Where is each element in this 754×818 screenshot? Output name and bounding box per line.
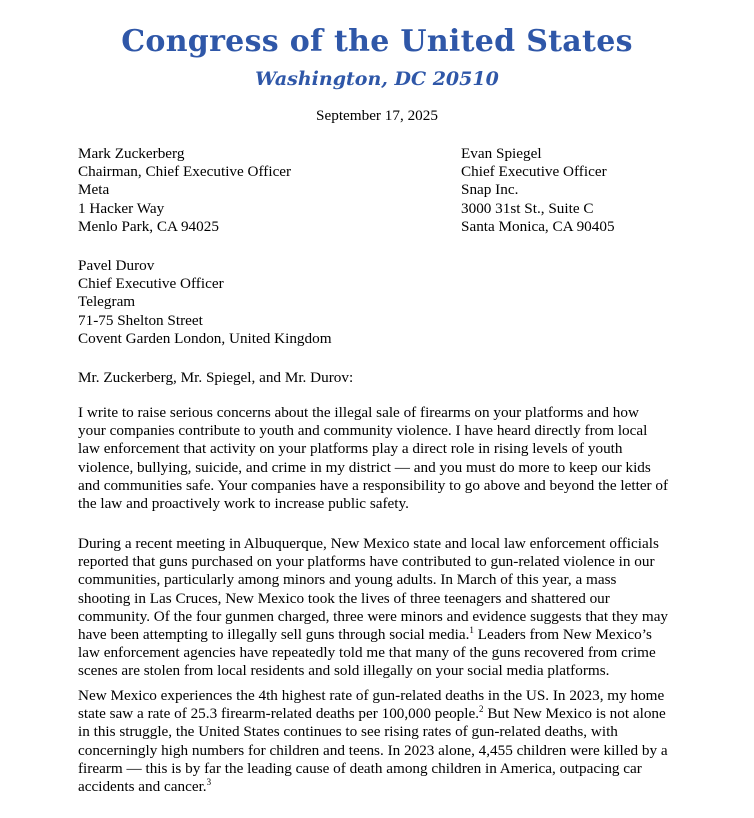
address-line: 71-75 Shelton Street bbox=[78, 311, 203, 329]
paragraph-line: New Mexico experiences the 4th highest rate of gun-related deaths in the US. In 2023, my home bbox=[78, 687, 665, 704]
footnote-ref-2[interactable]: 2 bbox=[479, 704, 484, 715]
address-line: Evan Spiegel bbox=[461, 145, 542, 162]
footnote-ref-1[interactable]: 1 bbox=[469, 625, 474, 636]
paragraph-line: the law and proactively work to increase public safety. bbox=[78, 495, 409, 513]
paragraph-line: law enforcement agencies have repeatedly told me that many of the guns recovered from crime bbox=[78, 644, 656, 662]
text-run: state saw a rate of 25.3 firearm-related deaths per 100,000 people. bbox=[78, 705, 480, 723]
footnote-ref-3[interactable]: 3 bbox=[206, 777, 212, 788]
paragraph-line: in this struggle, the United States continues to see rising rates of gun-related deaths, with bbox=[78, 723, 618, 741]
recipient-address-durov bbox=[78, 257, 332, 348]
text-run: accidents and cancer. bbox=[78, 778, 207, 796]
paragraph-line: concerningly high numbers for children and teens. In 2023 alone, 4,455 children were killed by a bbox=[78, 741, 668, 759]
address-line: Chairman, Chief Executive Officer bbox=[78, 163, 292, 181]
recipient-address-zuckerberg bbox=[78, 145, 291, 236]
letterhead-title: Congress of the United States bbox=[121, 24, 633, 59]
paragraph-line: law enforcement that activity on your platforms play a direct role in rising levels of youth bbox=[78, 440, 623, 458]
address-line: Santa Monica, CA 90405 bbox=[461, 217, 615, 235]
address-line: Meta bbox=[78, 181, 110, 199]
paragraph-line: shooting in Las Cruces, New Mexico took the lives of three teenagers and shattered our bbox=[78, 589, 610, 607]
letterhead-subtitle: Washington, DC 20510 bbox=[255, 68, 499, 90]
address-line: Menlo Park, CA 94025 bbox=[78, 217, 219, 235]
text-run: Leaders from New Mexico’s bbox=[473, 626, 652, 644]
recipient-address-spiegel bbox=[461, 145, 615, 236]
paragraph-line: reported that guns purchased on your platforms have contributed to gun-related violence in our bbox=[78, 553, 655, 571]
address-line: Chief Executive Officer bbox=[78, 275, 224, 293]
paragraph-line bbox=[78, 778, 708, 796]
address-line: 3000 31st St., Suite C bbox=[461, 199, 594, 217]
address-line: Pavel Durov bbox=[78, 257, 155, 274]
text-run: have been attempting to illegally sell guns through social media. bbox=[78, 626, 470, 644]
paragraph-1 bbox=[78, 404, 708, 513]
address-line: Snap Inc. bbox=[461, 181, 519, 199]
paragraph-line: I write to raise serious concerns about the illegal sale of firearms on your platforms and how bbox=[78, 404, 639, 421]
paragraph-line: During a recent meeting in Albuquerque, New Mexico state and local law enforcement officials bbox=[78, 535, 659, 552]
text-run: But New Mexico is not alone bbox=[483, 705, 666, 723]
paragraph-line: community. Of the four gunmen charged, three were minors and evidence suggests that they may bbox=[78, 607, 669, 625]
letter-date: September 17, 2025 bbox=[316, 107, 438, 124]
paragraph-line bbox=[78, 705, 708, 723]
paragraph-line: your companies contribute to youth and community violence. I have heard directly from local bbox=[78, 422, 648, 440]
salutation: Mr. Zuckerberg, Mr. Spiegel, and Mr. Durov: bbox=[78, 369, 354, 386]
address-line: Chief Executive Officer bbox=[461, 163, 607, 181]
paragraph-2 bbox=[78, 535, 708, 681]
address-line: 1 Hacker Way bbox=[78, 199, 165, 217]
address-line: Covent Garden London, United Kingdom bbox=[78, 329, 332, 347]
paragraph-line: firearm — this is by far the leading cause of death among children in America, outpacing car bbox=[78, 759, 642, 777]
paragraph-line: and communities safe. Your companies have a responsibility to go above and beyond the letter of bbox=[78, 476, 669, 494]
address-line: Telegram bbox=[78, 293, 136, 311]
paragraph-line: violence, bullying, suicide, and crime in my district — and you must do more to keep our kids bbox=[78, 458, 651, 476]
paragraph-3 bbox=[78, 687, 708, 796]
address-line: Mark Zuckerberg bbox=[78, 145, 185, 162]
paragraph-line bbox=[78, 626, 708, 644]
paragraph-line: communities, particularly among minors and young adults. In March of this year, a mass bbox=[78, 571, 617, 589]
paragraph-line: scenes are stolen from local residents and sold illegally on your social media platforms. bbox=[78, 662, 610, 680]
